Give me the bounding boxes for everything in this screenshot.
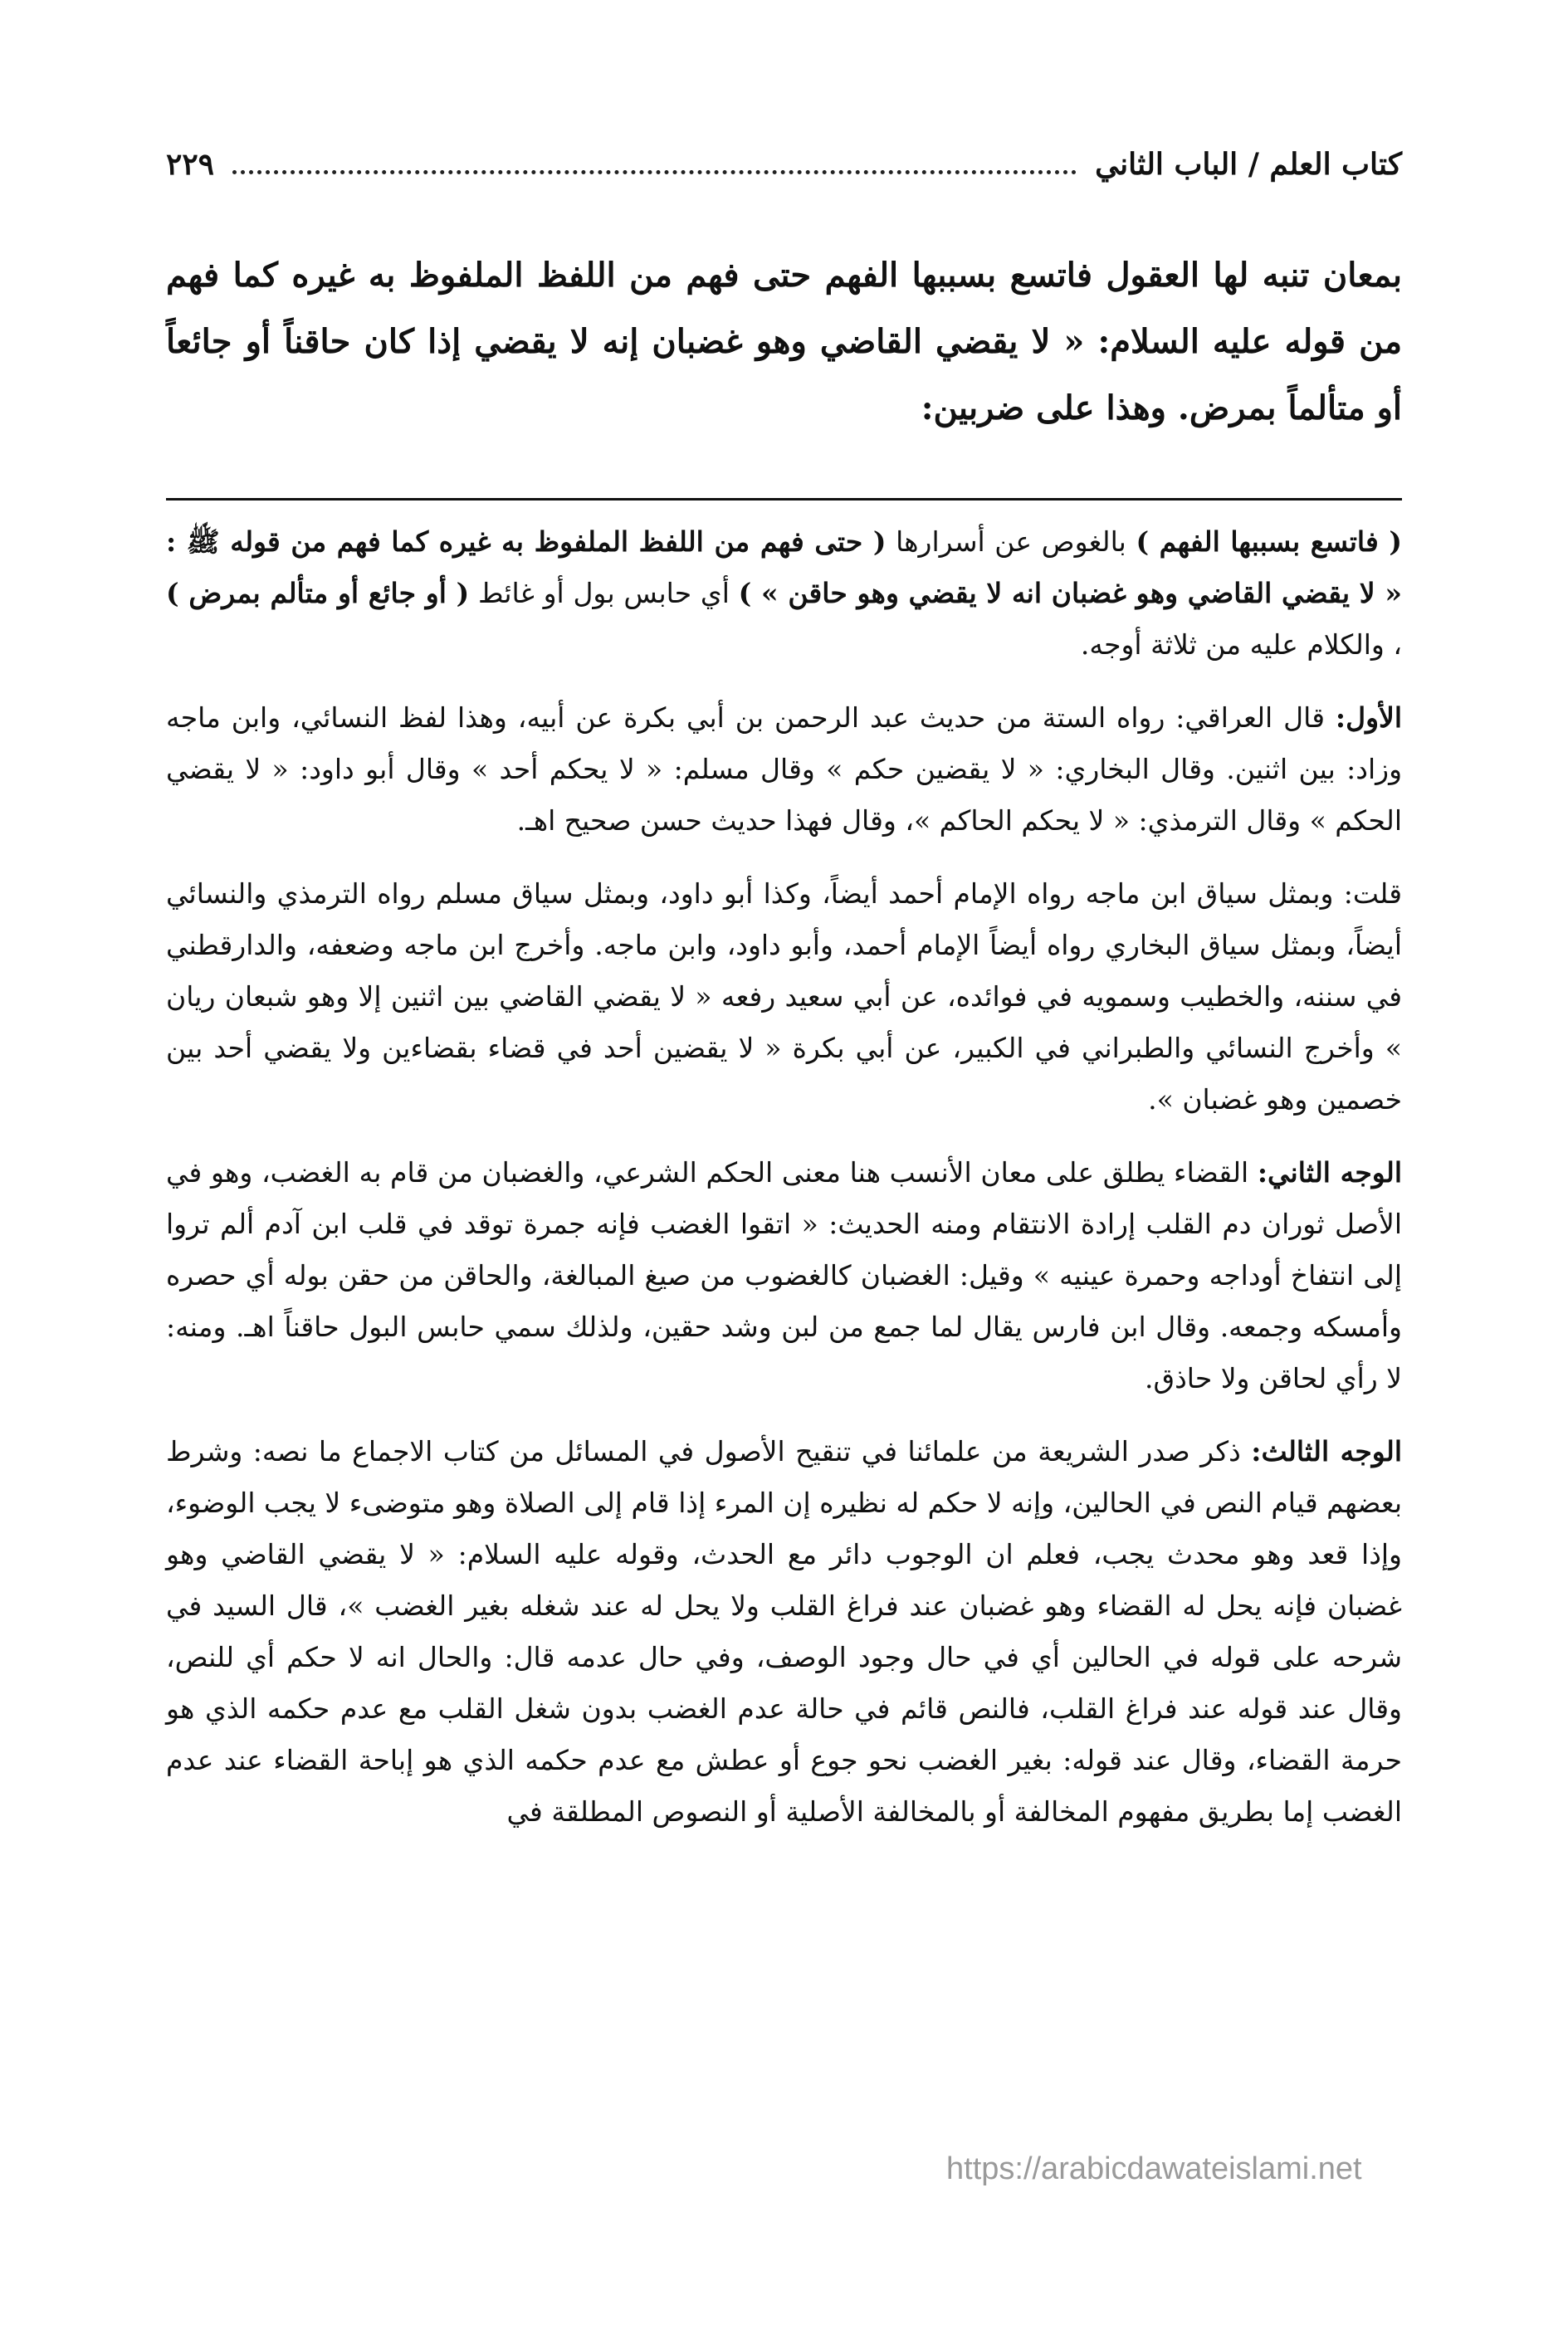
- book-title: كتاب العلم / الباب الثاني: [1095, 147, 1402, 182]
- commentary-text: أي حابس بول أو غائط: [469, 577, 739, 609]
- watermark-url: https://arabicdawateislami.net: [946, 2151, 1362, 2186]
- section-first: [166, 692, 1402, 847]
- section-label: الأول:: [1335, 701, 1402, 734]
- commentary-intro: [166, 516, 1402, 671]
- section-text: ذكر صدر الشريعة من علمائنا في تنقيح الأصول في المسائل من كتاب الاجماع ما نصه: وشرط بعضهم قيام النص في الحالين، وإنه لا حكم له نظيره إن المرء إذا قام إلى الصلاة وهو متوضىء لا يجب الوضوء، وإذا قعد وهو محدث يجب، فعلم ان الوجوب دائر مع الحدث، وقوله عليه السلام: « لا يقضي القاضي وهو غضبان فإنه يحل له القضاء وهو غضبان عند فراغ القلب ولا يحل له عند شغله بغير الغضب »، قال السيد في شرحه على قوله في الحالين أي في حال وجود الوصف، وفي حال عدمه قال: والحال انه لا حكم أي للنص، وقال عند قوله عند فراغ القلب، فالنص قائم في حالة عدم الغضب بدون شغل القلب مع عدم حكمه الذي هو حرمة القضاء، وقال عند قوله: بغير الغضب نحو جوع أو عطش مع عدم حكمه الذي هو إباحة القضاء عند عدم الغضب إما بطريق مفهوم المخالفة أو بالمخالفة الأصلية أو النصوص المطلقة في: [166, 1435, 1402, 1828]
- section-label: الوجه الثاني:: [1257, 1156, 1402, 1189]
- commentary-text: ، والكلام عليه من ثلاثة أوجه.: [1080, 628, 1402, 661]
- page-number: ٢٢٩: [166, 147, 215, 182]
- quoted-phrase: ( حتى فهم من اللفظ الملفوظ به غيره كما فهم من قوله ﷺ : « لا يقضي القاضي وهو غضبان انه لا يقضي وهو حاقن » ): [166, 525, 1402, 609]
- quoted-phrase: ( فاتسع بسببها الفهم ): [1136, 525, 1402, 558]
- section-second: [166, 1147, 1402, 1404]
- main-paragraph: بمعان تنبه لها العقول فاتسع بسببها الفهم حتى فهم من اللفظ الملفوظ به غيره كما فهم من قوله عليه السلام: « لا يقضي القاضي وهو غضبان إنه لا يقضي إذا كان حاقناً أو جائعاً أو متألماً بمرض. وهذا على ضربين:: [166, 256, 1402, 427]
- section-text: القضاء يطلق على معان الأنسب هنا معنى الحكم الشرعي، والغضبان من قام به الغضب، وهو في الأصل ثوران دم القلب إرادة الانتقام ومنه الحديث: « اتقوا الغضب فإنه جمرة توقد في قلب ابن آدم ألم تروا إلى انتفاخ أوداجه وحمرة عينيه » وقيل: الغضبان كالغضوب من صيغ المبالغة، والحاقن من حقن بوله أي حصره وأمسكه وجمعه. وقال ابن فارس يقال لما جمع من لبن وشد حقين، ولذلك سمي حابس البول حاقناً اهـ. ومنه: لا رأي لحاقن ولا حاذق.: [166, 1156, 1402, 1394]
- main-text: [166, 242, 1402, 442]
- section-label: الوجه الثالث:: [1251, 1435, 1402, 1467]
- separator-line: [166, 498, 1402, 501]
- quoted-phrase: ( أو جائع أو متألم بمرض ): [166, 577, 470, 609]
- section-text: قال العراقي: رواه الستة من حديث عبد الرحمن بن أبي بكرة عن أبيه، وهذا لفظ النسائي، وابن ماجه وزاد: بين اثنين. وقال البخاري: « لا يقضين حكم » وقال مسلم: « لا يحكم أحد » وقال أبو داود: « لا يقضي الحكم » وقال الترمذي: « لا يحكم الحاكم »، وقال فهذا حديث حسن صحيح اهـ.: [166, 701, 1402, 837]
- commentary: [166, 516, 1402, 1859]
- section-third: [166, 1426, 1402, 1838]
- section-qult: قلت: وبمثل سياق ابن ماجه رواه الإمام أحمد أيضاً، وكذا أبو داود، وبمثل سياق مسلم رواه الترمذي والنسائي أيضاً، وبمثل سياق البخاري رواه أيضاً الإمام أحمد، وأبو داود، وابن ماجه. وأخرج ابن ماجه وضعفه، والدارقطني في سننه، والخطيب وسمويه في فوائده، عن أبي سعيد رفعه « لا يقضي القاضي بين اثنين إلا وهو شبعان ريان » وأخرج النسائي والطبراني في الكبير، عن أبي بكرة « لا يقضين أحد في قضاء بقضاءين ولا يقضي أحد بين خصمين وهو غضبان ».: [166, 877, 1402, 1116]
- commentary-text: بالغوص عن أسرارها: [886, 525, 1136, 558]
- running-header: [166, 139, 1402, 189]
- dotted-leader: [232, 155, 1077, 174]
